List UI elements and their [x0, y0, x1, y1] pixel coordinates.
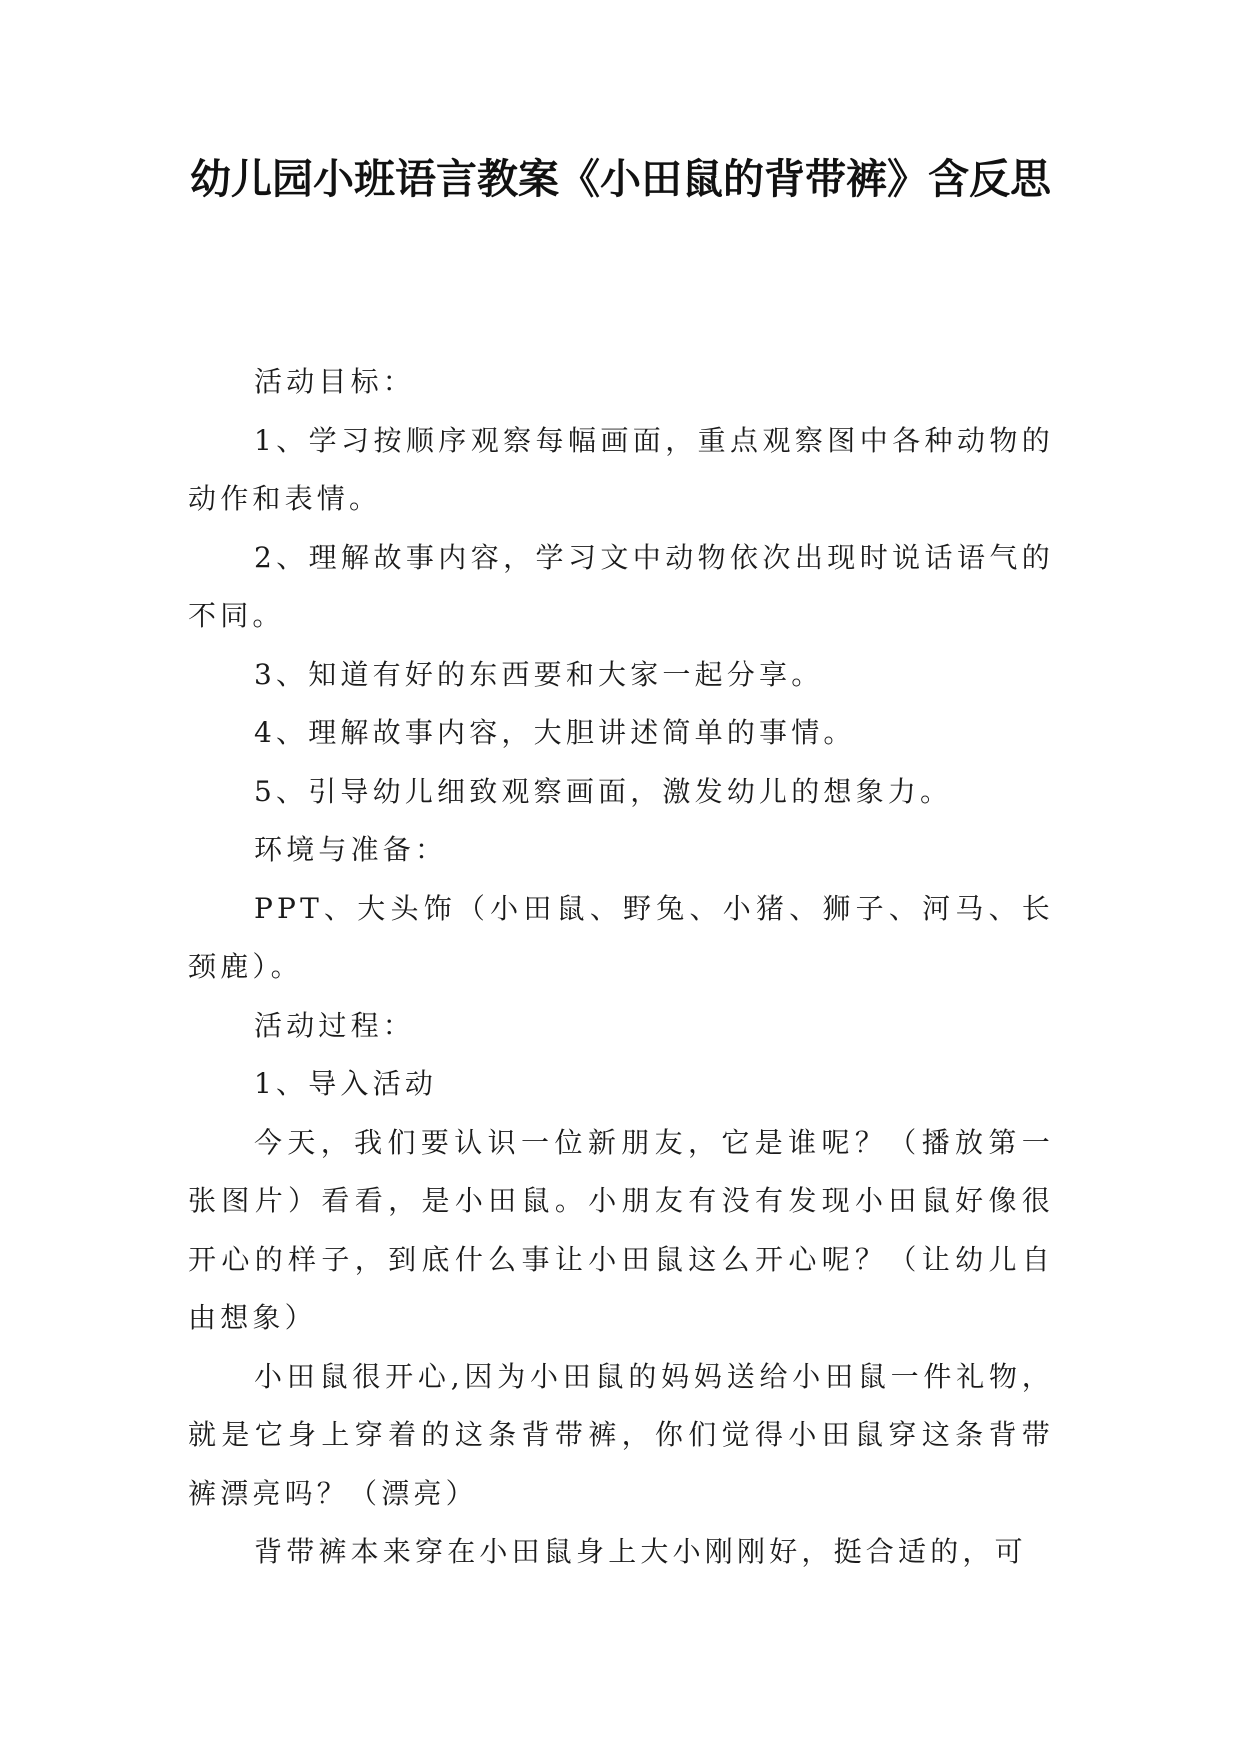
paragraph-preparation-heading: 环境与准备： [254, 833, 448, 866]
paragraph-gift-text: 小田鼠很开心,因为小田鼠的妈妈送给小田鼠一件礼物，就是它身上穿着的这条背带裤，你们觉得小田鼠穿这条背带裤漂亮吗？（漂亮） [188, 1359, 1054, 1510]
paragraph-goal-5: 5、引导幼儿细致观察画面，激发幼儿的想象力。 [254, 774, 953, 808]
paragraph-goal-4: 4、理解故事内容，大胆讲述简单的事情。 [254, 716, 856, 749]
paragraph-step-1: 1、导入活动 [254, 1067, 438, 1100]
paragraph-goal-1: 1、学习按顺序观察每幅画面，重点观察图中各种动物的动作和表情。 [188, 423, 1054, 515]
paragraph-goal-2: 2、理解故事内容，学习文中动物依次出现时说话语气的不同。 [188, 540, 1054, 632]
paragraph-preparation-items: PPT、大头饰（小田鼠、野兔、小猪、狮子、河马、长颈鹿）。 [188, 891, 1054, 983]
paragraph-goal-3: 3、知道有好的东西要和大家一起分享。 [254, 657, 824, 691]
document-title: 幼儿园小班语言教案《小田鼠的背带裤》含反思 [190, 155, 1051, 203]
paragraph-process-heading: 活动过程： [254, 1008, 416, 1042]
paragraph-intro-text: 今天，我们要认识一位新朋友，它是谁呢？（播放第一张图片）看看，是小田鼠。小朋友有没有发现小田鼠好像很开心的样子，到底什么事让小田鼠这么开心呢？（让幼儿自由想象） [188, 1125, 1054, 1334]
paragraph-fit-text: 背带裤本来穿在小田鼠身上大小刚刚好，挺合适的，可 [254, 1535, 1027, 1568]
paragraph-goals-heading: 活动目标： [254, 365, 416, 398]
document-body [188, 353, 1054, 1582]
